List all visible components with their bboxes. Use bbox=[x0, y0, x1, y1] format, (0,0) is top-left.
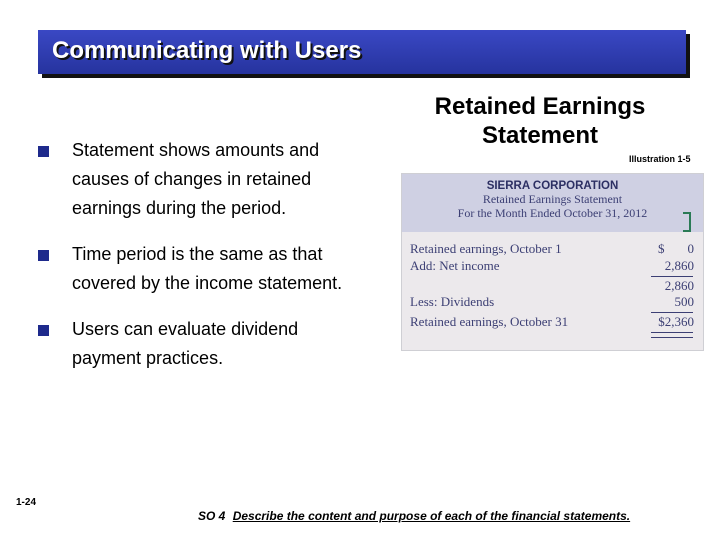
footer bbox=[198, 509, 630, 523]
total-double-rule bbox=[651, 332, 693, 338]
row-label: Less: Dividends bbox=[410, 294, 495, 309]
square-bullet-icon bbox=[38, 325, 49, 336]
statement-row bbox=[410, 294, 696, 312]
title-bar bbox=[38, 30, 686, 74]
bullet-text: Time period is the same as that covered by the income statement. bbox=[72, 244, 343, 293]
subtotal-rule bbox=[651, 312, 693, 313]
bullet-text: Users can evaluate dividend payment practices. bbox=[72, 319, 299, 368]
statement-header bbox=[402, 174, 703, 232]
retained-earnings-statement bbox=[401, 173, 704, 351]
slide-title: Communicating with Users bbox=[52, 37, 362, 64]
square-bullet-icon bbox=[38, 146, 49, 157]
statement-heading bbox=[410, 92, 670, 150]
row-label: Retained earnings, October 1 bbox=[410, 241, 562, 256]
bullet-text: Statement shows amounts and causes of changes in retained earnings during the period. bbox=[72, 140, 320, 218]
row-amount: 0 bbox=[687, 241, 694, 256]
row-label: Retained earnings, October 31 bbox=[410, 314, 569, 329]
page-number: 1-24 bbox=[16, 497, 37, 508]
bullet-item bbox=[38, 136, 368, 223]
company-name: SIERRA CORPORATION bbox=[486, 180, 619, 192]
square-bullet-icon bbox=[38, 250, 49, 261]
statement-row bbox=[410, 241, 696, 259]
illustration-label: Illustration 1-5 bbox=[629, 154, 691, 164]
subtotal-rule bbox=[651, 276, 693, 277]
row-amount: $2,360 bbox=[658, 314, 694, 329]
statement-row bbox=[410, 258, 696, 276]
statement-row bbox=[410, 314, 696, 332]
statement-heading-line1: Retained Earnings bbox=[434, 93, 646, 120]
row-dollar: $ bbox=[658, 241, 665, 256]
row-amount: 2,860 bbox=[664, 258, 694, 273]
bracket-icon bbox=[683, 212, 691, 232]
bullet-list bbox=[38, 136, 368, 390]
row-label: Add: Net income bbox=[410, 258, 500, 273]
row-amount: 2,860 bbox=[664, 278, 694, 293]
statement-period: For the Month Ended October 31, 2012 bbox=[457, 206, 648, 220]
objective-link[interactable]: Describe the content and purpose of each of the financial statements. bbox=[232, 509, 631, 523]
footer-prefix: SO 4 bbox=[198, 509, 226, 523]
statement-name: Retained Earnings Statement bbox=[482, 192, 623, 206]
bullet-item bbox=[38, 240, 368, 298]
row-amount: 500 bbox=[674, 294, 694, 309]
bullet-item bbox=[38, 315, 368, 373]
statement-heading-line2: Statement bbox=[481, 122, 599, 149]
